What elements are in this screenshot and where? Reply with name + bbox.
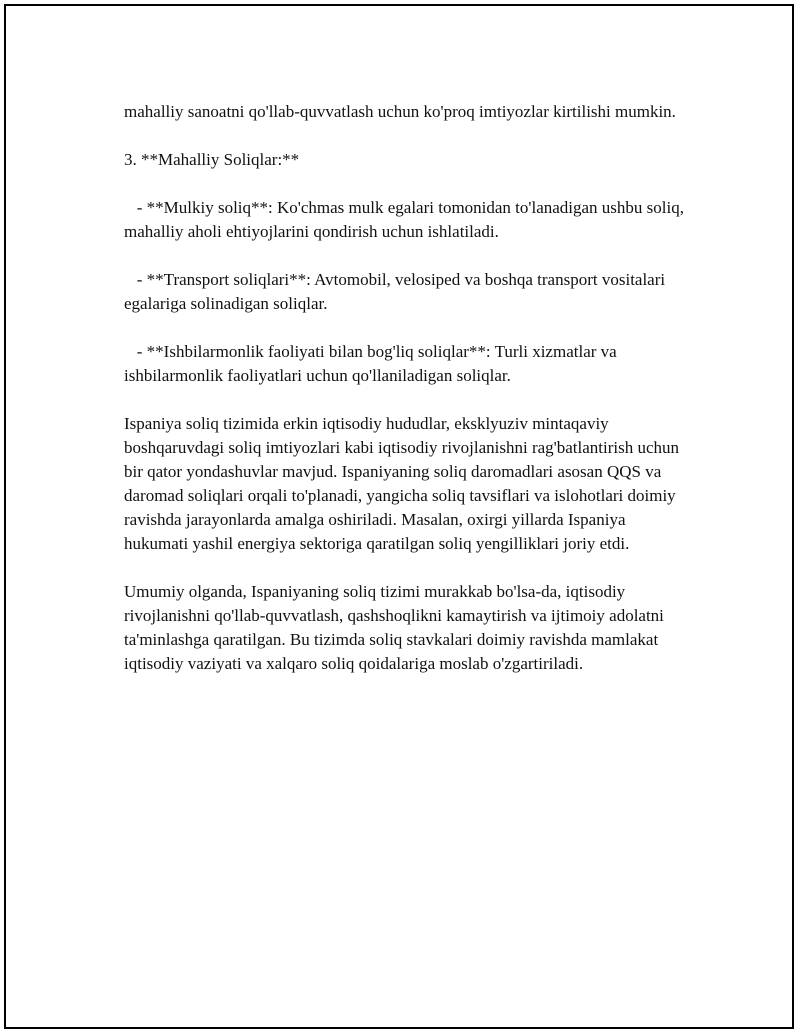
list-item-transport-tax: - **Transport soliqlari**: Avtomobil, velosiped va boshqa transport vositalari egalariga solinadigan soliqlar. xyxy=(124,270,670,313)
list-item-business-tax: - **Ishbilarmonlik faoliyati bilan bog'liq soliqlar**: Turli xizmatlar va ishbilarmonlik faoliyatlari uchun qo'llaniladigan soliqlar. xyxy=(124,342,621,385)
paragraph-conclusion: Umumiy olganda, Ispaniyaning soliq tizimi murakkab bo'lsa-da, iqtisodiy rivojlanishni qo'llab-quvvatlash, qashshoqlikni kamaytirish va ijtimoiy adolatni ta'minlashga qaratilgan. Bu tizimda soliq stavkalari doimiy ravishda mamlakat iqtisodiy vaziyati va xalqaro soliq qoidalariga moslab o'zgartiriladi. xyxy=(124,582,669,673)
paragraph-tax-system: Ispaniya soliq tizimida erkin iqtisodiy hududlar, eksklyuziv mintaqaviy boshqaruvdagi soliq imtiyozlari kabi iqtisodiy rivojlanishni rag'batlantirish uchun bir qator yondashuvlar mavjud. Ispaniyaning soliq daromadlari asosan QQS va daromad soliqlari orqali to'planadi, yangicha soliq tavsiflari va islohotlari doimiy ravishda jarayonlarda amalga oshiriladi. Masalan, oxirgi yillarda Ispaniya hukumati yashil energiya sektoriga qaratilgan soliq yengilliklari joriy etdi. xyxy=(124,414,684,553)
document-body xyxy=(124,100,689,700)
list-item-property-tax: - **Mulkiy soliq**: Ko'chmas mulk egalari tomonidan to'lanadigan ushbu soliq, mahalliy aholi ehtiyojlarini qondirish uchun ishlatiladi. xyxy=(124,198,689,241)
section-heading: 3. **Mahalliy Soliqlar:** xyxy=(124,150,300,169)
paragraph-continuation: mahalliy sanoatni qo'llab-quvvatlash uchun ko'proq imtiyozlar kirtilishi mumkin. xyxy=(124,102,676,121)
page-frame xyxy=(4,4,794,1029)
